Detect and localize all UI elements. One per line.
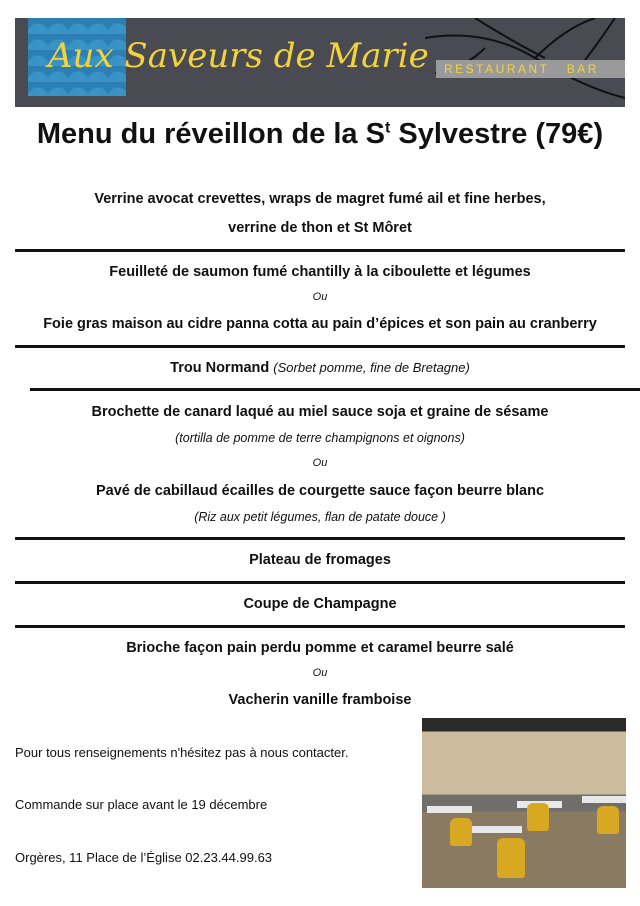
divider — [15, 249, 625, 252]
chair — [527, 803, 549, 831]
trou-label: Trou Normand — [170, 360, 270, 376]
restaurant-logo: Aux Saveurs de Marie — [48, 36, 429, 76]
address-phone: Orgères, 11 Place de l’Église 02.23.44.99.63 — [15, 850, 273, 865]
starter-line-1: Verrine avocat crevettes, wraps de magret fumé ail et fine herbes, — [94, 191, 546, 207]
dessert-option-b: Vacherin vanille framboise — [228, 692, 412, 708]
restaurant-banner — [15, 18, 625, 107]
trou-normand — [0, 359, 640, 377]
or-label: Ou — [312, 667, 328, 679]
order-deadline: Commande sur place avant le 19 décembre — [15, 797, 268, 812]
chair — [597, 806, 619, 834]
or-label: Ou — [312, 291, 328, 303]
entree-option-b: Foie gras maison au cidre panna cotta au pain d’épices et son pain au cranberry — [43, 316, 597, 332]
entree-option-a: Feuilleté de saumon fumé chantilly à la ciboulette et légumes — [109, 264, 531, 280]
chair — [497, 838, 525, 878]
chair — [450, 818, 472, 846]
divider — [15, 345, 625, 348]
trou-note: (Sorbet pomme, fine de Bretagne) — [273, 360, 470, 375]
main-option-a-note: (tortilla de pomme de terre champignons et oignons) — [175, 431, 465, 445]
divider — [30, 388, 640, 391]
starter-line-2: verrine de thon et St Môret — [228, 220, 412, 236]
contact-info: Pour tous renseignements n'hésitez pas à nous contacter. — [15, 745, 349, 760]
divider — [15, 537, 625, 540]
dessert-option-a: Brioche façon pain perdu pomme et caramel beurre salé — [126, 640, 514, 656]
main-option-b-note: (Riz aux petit légumes, flan de patate douce ) — [194, 510, 446, 524]
title-text-end: Sylvestre (79€) — [390, 118, 604, 150]
page-title — [0, 118, 640, 151]
divider — [15, 581, 625, 584]
title-superscript: t — [384, 119, 391, 137]
restaurant-tagline: RESTAURANT BAR — [436, 60, 625, 78]
divider — [15, 625, 625, 628]
main-option-b: Pavé de cabillaud écailles de courgette sauce façon beurre blanc — [95, 483, 545, 499]
table — [427, 806, 472, 813]
main-option-a: Brochette de canard laqué au miel sauce soja et graine de sésame — [91, 404, 549, 420]
table — [582, 796, 626, 803]
cheese-course: Plateau de fromages — [249, 552, 391, 568]
restaurant-interior-photo — [422, 718, 626, 888]
title-text: Menu du réveillon de la S — [36, 118, 385, 150]
or-label: Ou — [312, 457, 328, 469]
champagne-course: Coupe de Champagne — [243, 596, 397, 612]
